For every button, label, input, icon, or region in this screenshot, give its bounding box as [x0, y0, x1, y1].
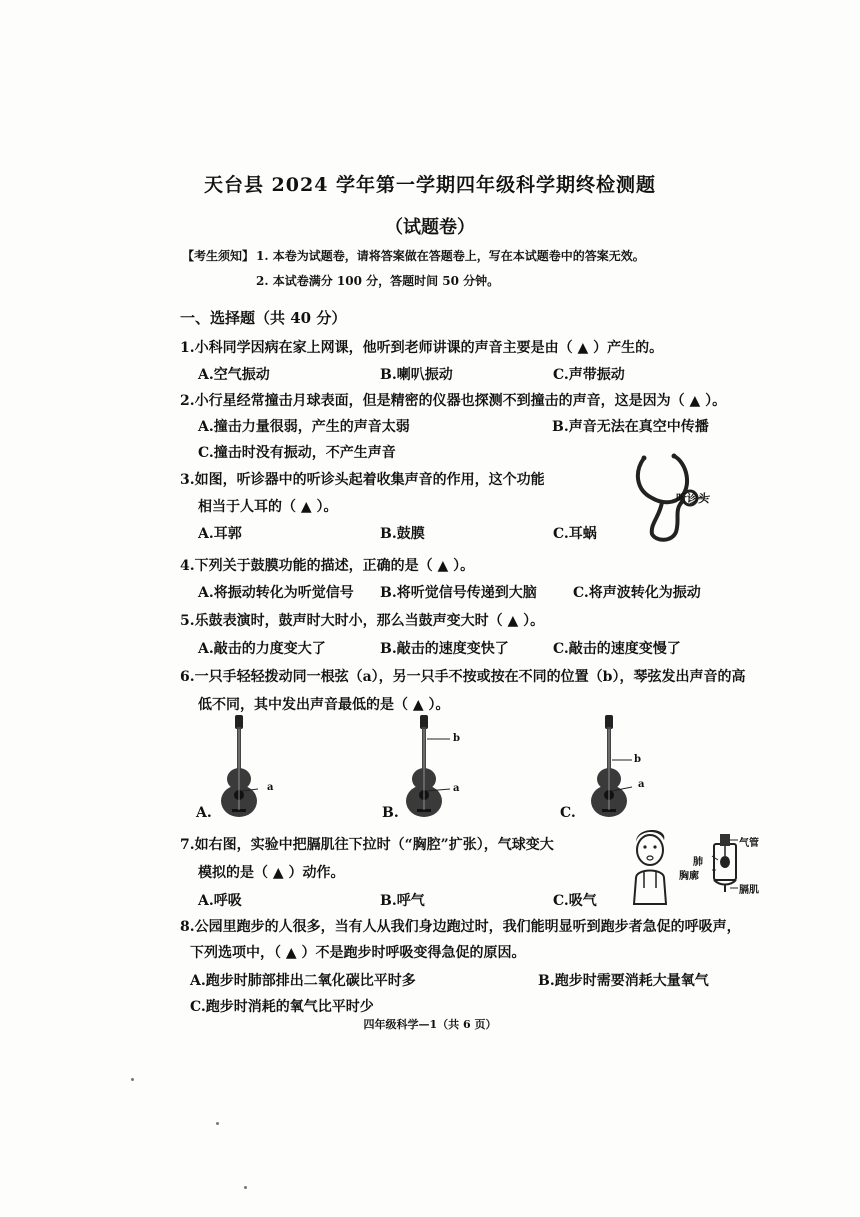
q5-option-a: A.敲击的力度变大了 [198, 641, 326, 657]
q3-option-b: B.鼓膜 [380, 526, 425, 542]
page-title: 天台县 2024 学年第一学期四年级科学期终检测题 [203, 174, 657, 196]
notice-line-1: 1. 本卷为试题卷，请将答案做在答题卷上，写在本试题卷中的答案无效。 [256, 249, 645, 263]
q1-option-a: A.空气振动 [198, 367, 270, 383]
question-6: 6.一只手轻轻拨动同一根弦（a），另一只手不按或按在不同的位置（b），琴弦发出声音的高 [180, 669, 746, 685]
question-3-line-2: 相当于人耳的（ ▲ ）。 [198, 499, 338, 515]
q7-option-c: C.吸气 [553, 893, 597, 909]
q5-option-b: B.敲击的速度变快了 [380, 641, 509, 657]
q4-option-c: C.将声波转化为振动 [573, 585, 701, 601]
q8-option-b: B.跑步时需要消耗大量氧气 [538, 973, 709, 989]
chest-label: 胸廓 [679, 871, 699, 882]
q3-option-a: A.耳郭 [198, 526, 242, 542]
q6-option-c: C. [560, 805, 576, 821]
page-footer: 四年级科学—1（共 6 页） [363, 1018, 497, 1031]
guitar-figure-b [405, 715, 465, 825]
section-title: 一、选择题（共 40 分） [180, 309, 347, 327]
q4-option-a: A.将振动转化为听觉信号 [198, 585, 354, 601]
guitar-b-label-a: a [453, 783, 460, 794]
scan-speck [216, 1122, 219, 1125]
diaphragm-label: 膈肌 [739, 885, 759, 896]
question-2: 2.小行星经常撞击月球表面，但是精密的仪器也探测不到撞击的声音，这是因为（ ▲ ）。 [180, 393, 727, 409]
guitar-c-label-b: b [634, 754, 641, 765]
scan-speck [244, 1186, 247, 1189]
scan-speck [131, 1078, 134, 1081]
guitar-figure-c [590, 715, 650, 825]
q8-option-c: C.跑步时消耗的氧气比平时少 [190, 999, 374, 1015]
q2-option-b: B.声音无法在真空中传播 [552, 419, 709, 435]
question-4: 4.下列关于鼓膜功能的描述，正确的是（ ▲ ）。 [180, 558, 475, 574]
q1-option-c: C.声带振动 [553, 367, 625, 383]
q1-option-b: B.喇叭振动 [380, 367, 453, 383]
q7-option-b: B.呼气 [380, 893, 425, 909]
q2-option-c: C.撞击时没有振动，不产生声音 [198, 445, 396, 461]
question-7-line-2: 模拟的是（ ▲ ）动作。 [198, 865, 345, 881]
question-5: 5.乐鼓表演时，鼓声时大时小，那么当鼓声变大时（ ▲ ）。 [180, 613, 545, 629]
guitar-a-label-a: a [267, 782, 274, 793]
page-subtitle: （试题卷） [385, 217, 475, 238]
question-6-line-2: 低不同，其中发出声音最低的是（ ▲ ）。 [198, 697, 450, 713]
question-1: 1.小科同学因病在家上网课，他听到老师讲课的声音主要是由（ ▲ ）产生的。 [180, 340, 664, 356]
trachea-label: 气管 [739, 838, 759, 849]
question-8: 8.公园里跑步的人很多，当有人从我们身边跑过时，我们能明显听到跑步者急促的呼吸声， [180, 919, 741, 935]
q6-option-b: B. [382, 805, 399, 821]
lung-label: 肺 [693, 857, 703, 868]
notice-line-2: 2. 本试卷满分 100 分，答题时间 50 分钟。 [256, 274, 500, 288]
notice-label: 【考生须知】 [182, 249, 255, 263]
q3-option-c: C.耳蜗 [553, 526, 597, 542]
stethoscope-head-label: 听诊头 [676, 492, 709, 505]
q4-option-b: B.将听觉信号传递到大脑 [380, 585, 537, 601]
guitar-figure-a [220, 715, 280, 825]
q6-option-a: A. [196, 805, 212, 821]
question-3: 3.如图，听诊器中的听诊头起着收集声音的作用，这个功能 [180, 472, 545, 488]
q7-option-a: A.呼吸 [198, 893, 242, 909]
q8-option-a: A.跑步时肺部排出二氧化碳比平时多 [190, 973, 416, 989]
q2-option-a: A.撞击力量很弱，产生的声音太弱 [198, 419, 410, 435]
question-7: 7.如右图，实验中把膈肌往下拉时（“胸腔”扩张），气球变大 [180, 837, 554, 853]
guitar-c-label-a: a [638, 779, 645, 790]
guitar-b-label-b: b [453, 733, 460, 744]
q5-option-c: C.敲击的速度变慢了 [553, 641, 681, 657]
question-8-line-2: 下列选项中，（ ▲ ）不是跑步时呼吸变得急促的原因。 [190, 945, 526, 961]
